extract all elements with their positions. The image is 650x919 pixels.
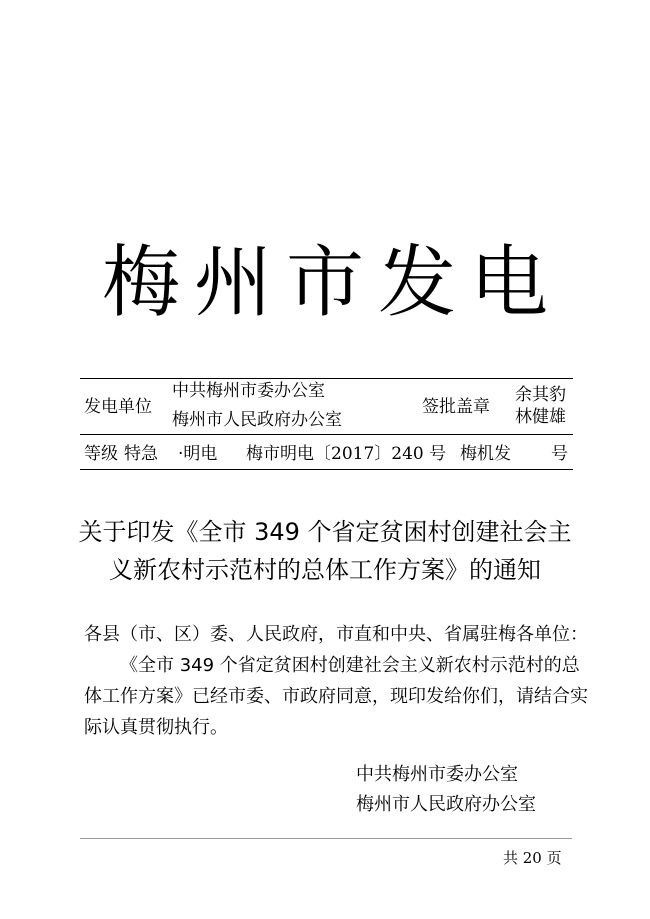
- body-line-2: 体工作方案》已经市委、市政府同意，现印发给你们，请结合实: [84, 686, 588, 707]
- signer-1: 余其豹: [515, 385, 566, 405]
- sender-line-1: 中共梅州市委办公室: [172, 381, 325, 401]
- sender-label: 发电单位: [84, 397, 152, 417]
- table-mid-rule: [80, 434, 573, 435]
- grade-value: 特急: [124, 444, 158, 464]
- signer-2: 林健雄: [515, 407, 566, 427]
- page-count: 共 20 页: [503, 849, 562, 867]
- machine-suffix: 号: [551, 444, 568, 464]
- issuer-1: 中共梅州市委办公室: [356, 764, 518, 785]
- body-line-3: 际认真贯彻执行。: [84, 717, 228, 738]
- issuer-2: 梅州市人民政府办公室: [356, 794, 536, 815]
- doc-number: 梅市明电〔2017〕240 号: [246, 444, 447, 464]
- footer-rule: [80, 838, 572, 839]
- doc-title-line-2: 义新农村示范村的总体工作方案》的通知: [109, 556, 541, 584]
- grade-label: 等级: [84, 444, 118, 464]
- recipients-line: 各县（市、区）委、人民政府，市直和中央、省属驻梅各单位：: [84, 624, 588, 645]
- machine-label: 梅机发: [460, 444, 511, 464]
- sign-label: 签批盖章: [422, 397, 490, 417]
- masthead-title: 梅州市发电: [101, 238, 562, 328]
- clear-label: ·明电: [178, 444, 218, 464]
- table-top-rule: [80, 378, 573, 379]
- table-bottom-rule: [80, 469, 573, 470]
- body-line-1: 《全市 349 个省定贫困村创建社会主义新农村示范村的总: [120, 655, 580, 676]
- doc-title-line-1: 关于印发《全市 349 个省定贫困村创建社会主: [78, 518, 572, 546]
- sender-line-2: 梅州市人民政府办公室: [172, 410, 342, 430]
